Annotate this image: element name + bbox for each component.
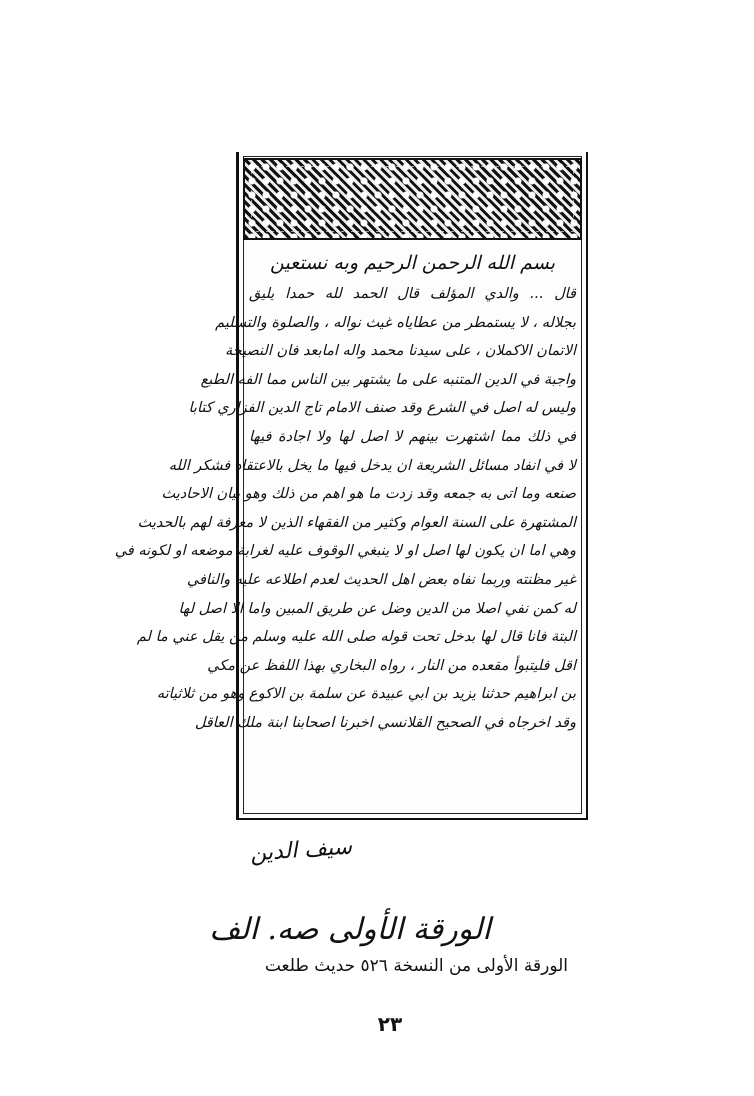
handwritten-caption: الورقة الأولى صه. الف (209, 912, 491, 947)
manuscript-line: قال ... والدي المؤلف قال الحمد لله حمدا يليق (249, 286, 576, 302)
page-number: ٢٣ (377, 1012, 403, 1036)
manuscript-line: غير مظنته وربما نفاه بعض اهل الحديث لعدم اطلاعه عليه والنافي (186, 571, 576, 588)
manuscript-line: بجلاله ، لا يستمطر من عطاياه غيث نواله ، والصلوة والتسليم (215, 314, 576, 331)
manuscript-line: واجبة في الدين المتنبه على ما يشتهر بين الناس مما الفه الطبع (200, 371, 576, 388)
manuscript-line: وقد اخرجاه في الصحيح القلانسي اخبرنا اصحابنا ابنة ملك العاقل (194, 714, 576, 731)
manuscript-line: اقل فليتبوأ مقعده من النار ، رواه البخاري بهذا اللفظ عن مكي (207, 657, 576, 674)
manuscript-line: البتة فانا قال لها بدخل تحت قوله صلى الله عليه وسلم من يقل عني ما لم (136, 629, 576, 646)
manuscript-line: وهي اما ان يكون لها اصل او لا ينبغي الوقوف عليه لغرابة موضعه او لكونه في (114, 543, 576, 560)
manuscript-text (114, 248, 576, 806)
manuscript-line: صنعه وما اتى به جمعه وقد زدت ما هو اهم من ذلك وهو بيان الاحاديث (161, 486, 576, 503)
manuscript-line: الاتمان الاكملان ، على سيدنا محمد واله امابعد فان النصيحة (224, 343, 576, 360)
manuscript-line: في ذلك مما اشتهرت بينهم لا اصل لها ولا اجادة فيها (249, 428, 576, 445)
manuscript-line: المشتهرة على السنة العوام وكثير من الفقهاء الذين لا معرفة لهم بالحديث (137, 514, 576, 531)
basmala-heading: بسم الله الرحمن الرحيم وبه نستعين (269, 252, 556, 274)
manuscript-line: له كمن نفي اصلا من الدين وضل عن طريق المبين واما الا اصل لها (178, 600, 576, 617)
manuscript-lines (114, 280, 576, 738)
ornament-header-band (243, 158, 582, 240)
manuscript-page (114, 152, 588, 820)
manuscript-line: بن ابراهيم حدثنا يزيد بن ابي عبيدة عن سلمة بن الاكوع وهو من ثلاثياته (156, 686, 576, 703)
manuscript-line: وليس له اصل في الشرع وقد صنف الامام تاج الدين الفزاري كتابا (188, 400, 576, 417)
printed-caption: الورقة الأولى من النسخة ٥٢٦ حديث طلعت (264, 956, 568, 976)
manuscript-line: لا في انفاد مسائل الشريعة ان يدخل فيها ما يخل بالاعتقاد فشكر الله (168, 457, 576, 474)
signature: سيف الدين (249, 834, 353, 867)
